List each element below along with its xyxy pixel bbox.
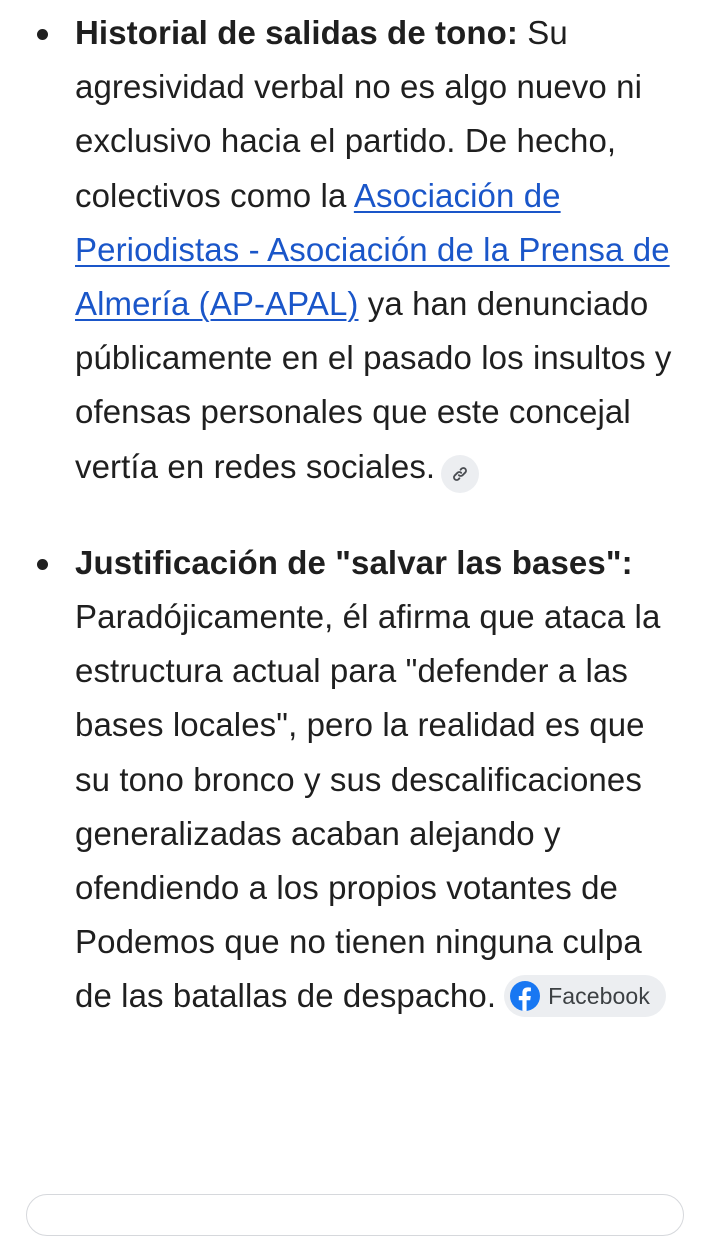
facebook-source-label: Facebook (548, 983, 650, 1010)
facebook-icon (510, 981, 540, 1011)
ap-apal-link[interactable]: Asociación de Periodistas - Asociación de la Prensa de Almería (AP-APAL) (75, 176, 670, 323)
item-text: Su agresividad verbal no es algo nuevo ni exclusivo hacia el partido. De hecho, colectivos como la (75, 14, 643, 214)
item-text: ya han denunciado públicamente en el pasado los insultos y ofensas personales que este concejal vertía en redes sociales. (75, 285, 672, 485)
list-item (0, 536, 710, 1024)
facebook-source-button[interactable] (504, 975, 666, 1017)
next-card-edge (26, 1194, 684, 1236)
bullet-icon (37, 29, 48, 40)
link-icon (450, 464, 470, 484)
bullet-list (0, 6, 710, 1024)
item-lead-title: Justificación de "salvar las bases": (75, 543, 633, 581)
citation-link-button[interactable] (441, 455, 479, 493)
item-text: Paradójicamente, él afirma que ataca la estructura actual para "defender a las bases locales", pero la realidad es que su tono bronco y sus descalificaciones generalizadas acaban alejando y ofendiendo a los propios votantes de Podemos que no tienen ninguna culpa de las batallas de despacho. (75, 598, 661, 1015)
list-item (0, 6, 710, 494)
bullet-icon (37, 559, 48, 570)
response-content (0, 6, 710, 1024)
item-lead-title: Historial de salidas de tono: (75, 14, 518, 51)
